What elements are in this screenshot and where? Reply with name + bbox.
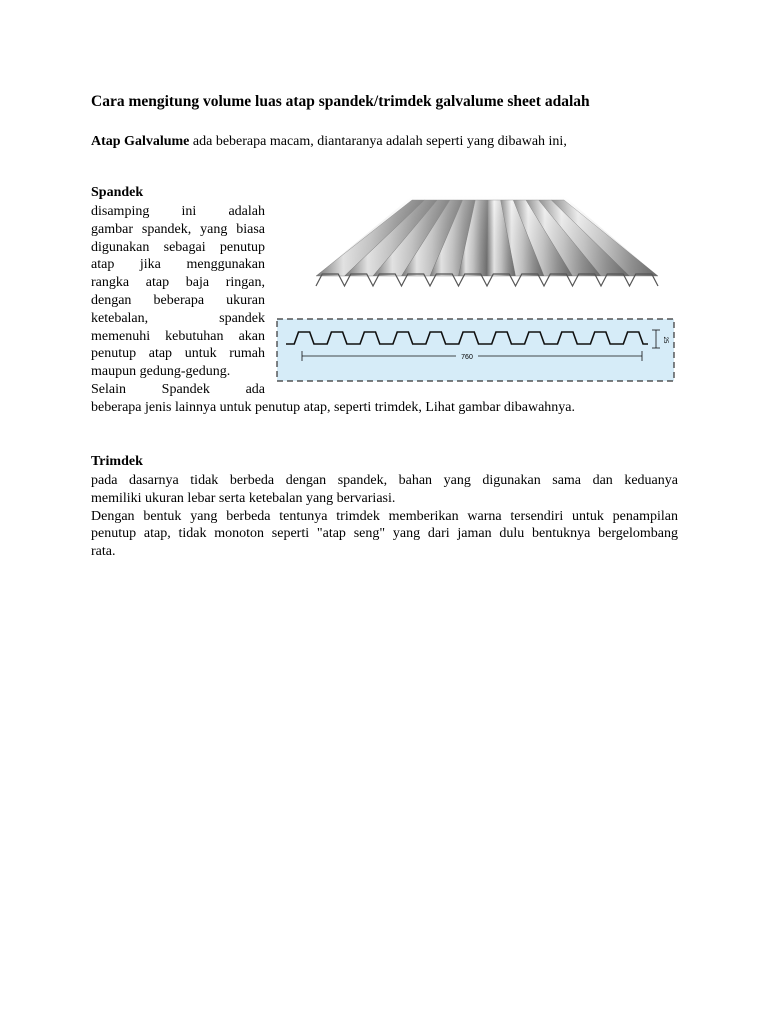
spandek-roof-image <box>312 196 664 296</box>
spandek-line: digunakan sebagai penutup <box>91 239 265 255</box>
intro-paragraph <box>91 134 691 150</box>
spandek-line: atap jika menggunakan <box>91 257 265 273</box>
spandek-line: memenuhi kebutuhan akan <box>91 328 265 344</box>
trimdek-line: penutup atap, tidak monoton seperti "atap seng" yang dari jaman dulu bentuknya bergelombang <box>91 526 678 542</box>
spandek-line: gambar spandek, yang biasa <box>91 221 265 237</box>
spandek-line: dengan beberapa ukuran <box>91 292 265 308</box>
trimdek-paragraph <box>91 472 678 561</box>
spandek-line: penutup atap untuk rumah <box>91 346 265 362</box>
trimdek-line: rata. <box>91 544 116 560</box>
spandek-paragraph <box>91 203 265 399</box>
trimdek-line: Dengan bentuk yang berbeda tentunya trimdek memberikan warna tersendiri untuk penampilan <box>91 508 678 524</box>
height-label: 25 <box>662 336 668 344</box>
spandek-profile-diagram <box>276 318 676 384</box>
document-title: Cara mengitung volume luas atap spandek/trimdek galvalume sheet adalah <box>91 93 590 110</box>
width-label: 760 <box>461 354 473 361</box>
spandek-line: disamping ini adalah <box>91 204 265 219</box>
intro-text: ada beberapa macam, diantaranya adalah seperti yang dibawah ini, <box>189 134 567 149</box>
intro-bold-term: Atap Galvalume <box>91 134 190 149</box>
spandek-line: rangka atap baja ringan, <box>91 275 265 291</box>
trimdek-line: memiliki ukuran lebar serta ketebalan yang bervariasi. <box>91 490 396 506</box>
profile-frame <box>277 319 674 381</box>
spandek-line: maupun gedung-gedung. <box>91 364 231 380</box>
spandek-line: Selain Spandek ada <box>91 381 265 397</box>
trimdek-heading: Trimdek <box>91 454 143 469</box>
trimdek-line: pada dasarnya tidak berbeda dengan spandek, bahan yang digunakan sama dan keduanya <box>91 473 678 488</box>
spandek-continuation: beberapa jenis lainnya untuk penutup atap, seperti trimdek, Lihat gambar dibawahnya. <box>91 400 576 415</box>
spandek-line: ketebalan, spandek <box>91 310 265 326</box>
spandek-heading: Spandek <box>91 185 144 200</box>
